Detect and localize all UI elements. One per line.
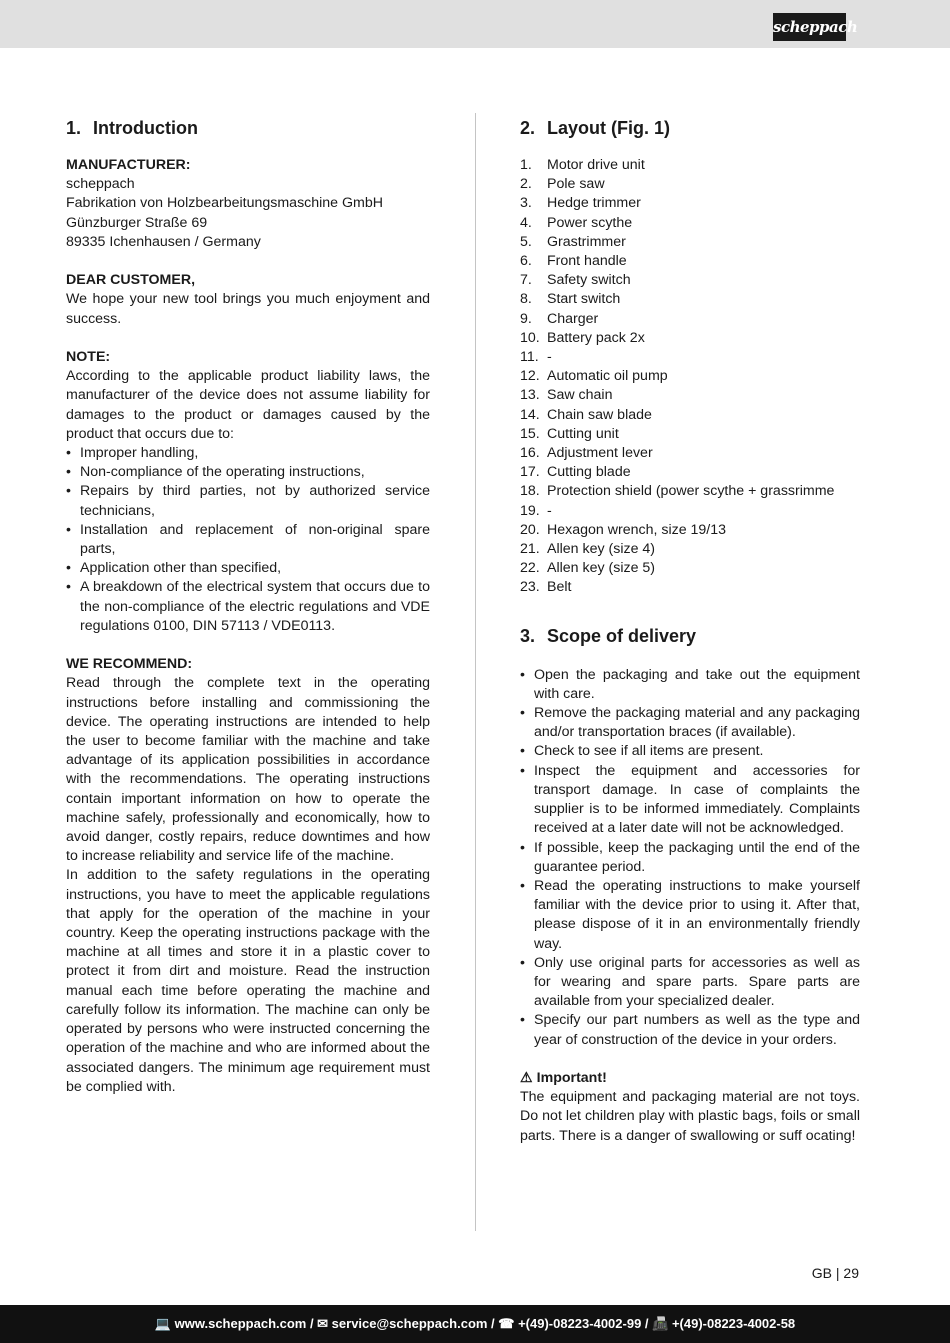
manufacturer-label: MANUFACTURER:	[66, 157, 191, 173]
item-label: Automatic oil pump	[547, 368, 668, 385]
layout-item	[520, 233, 860, 252]
layout-item	[520, 367, 860, 386]
item-label: Protection shield (power scythe + grassrimme	[547, 483, 835, 500]
item-label: Start switch	[547, 291, 621, 308]
layout-item	[520, 521, 860, 540]
item-number: 17.	[520, 464, 540, 481]
layout-item	[520, 310, 860, 329]
important-heading: ⚠ Important!	[520, 1069, 607, 1086]
item-label: Saw chain	[547, 387, 613, 404]
footer-contact-bar: 💻 www.scheppach.com / ✉ service@scheppach.com / ☎ +(49)-08223-4002-99 / 📠 +(49)-08223-4002-58	[0, 1305, 950, 1343]
layout-item	[520, 502, 860, 521]
layout-item	[520, 194, 860, 213]
item-label: Hedge trimmer	[547, 195, 641, 212]
item-label: Adjustment lever	[547, 445, 653, 462]
item-label: Chain saw blade	[547, 406, 652, 423]
layout-column	[520, 118, 860, 1146]
layout-item	[520, 559, 860, 578]
item-label: -	[547, 349, 552, 366]
layout-item	[520, 540, 860, 559]
list-item: • Check to see if all items are present.	[520, 742, 860, 761]
item-label: Safety switch	[547, 272, 631, 289]
item-label: Belt	[547, 579, 572, 596]
recommend-paragraph: Read through the complete text in the operating instructions before installing and commissioning the device. The operating instructions are intended to help the user to become familiar with the machine and take advantage of its application possibilities in accordance with the recommendations. The operating instructions contain important information on how to operate the machine safely, professionally and economically, how to avoid danger, costly repairs, reduce downtimes and how to increase reliability and service life of the machine.	[66, 675, 430, 865]
address-line: scheppach	[66, 176, 135, 193]
item-number: 18.	[520, 483, 540, 500]
scope-list	[520, 666, 860, 1050]
item-label: Charger	[547, 310, 599, 327]
layout-item	[520, 463, 860, 482]
item-label: Power scythe	[547, 214, 633, 231]
introduction-column	[66, 118, 430, 1097]
item-number: 3.	[520, 195, 532, 212]
address-line: Günzburger Straße 69	[66, 214, 208, 231]
list-item: • Non-compliance of the operating instructions,	[66, 463, 430, 482]
important-text: The equipment and packaging material are not toys. Do not let children play with plastic bags, foils or small parts. There is a danger of swallowing or suff ocating!	[520, 1089, 860, 1144]
item-number: 11.	[520, 349, 539, 366]
list-item: • A breakdown of the electrical system that occurs due to the non-compliance of the electric regulations and VDE regulations 0100, DIN 57113 / VDE0113.	[66, 578, 430, 636]
layout-item	[520, 175, 860, 194]
layout-item	[520, 329, 860, 348]
item-label: Grastrimmer	[547, 233, 626, 250]
customer-label: DEAR CUSTOMER,	[66, 272, 196, 289]
list-item: • If possible, keep the packaging until the end of the guarantee period.	[520, 839, 860, 877]
layout-item	[520, 386, 860, 405]
item-label: Cutting unit	[547, 425, 619, 442]
item-number: 12.	[520, 368, 540, 385]
item-number: 10.	[520, 329, 540, 346]
item-number: 14.	[520, 406, 540, 423]
item-number: 9.	[520, 310, 532, 327]
item-label: Allen key (size 5)	[547, 560, 656, 577]
layout-item	[520, 252, 860, 271]
layout-item	[520, 271, 860, 290]
liability-list	[66, 444, 430, 636]
item-label: Allen key (size 4)	[547, 541, 656, 558]
list-item: • Repairs by third parties, not by authorized service technicians,	[66, 482, 430, 520]
item-label: Front handle	[547, 253, 627, 270]
item-label: Pole saw	[547, 176, 605, 193]
list-item: • Remove the packaging material and any packaging and/or transportation braces (if available).	[520, 704, 860, 742]
item-number: 13.	[520, 387, 540, 404]
item-number: 8.	[520, 291, 532, 308]
layout-item	[520, 444, 860, 463]
item-number: 21.	[520, 541, 540, 558]
recommend-label: WE RECOMMEND:	[66, 656, 193, 673]
layout-item	[520, 214, 860, 233]
brand-logo: scheppach	[773, 13, 846, 41]
list-item: • Inspect the equipment and accessories for transport damage. In case of complaints the supplier is to be informed immediately. Complaints received at a later date will not be acknowledged.	[520, 762, 860, 839]
item-label: Battery pack 2x	[547, 329, 645, 346]
customer-text: We hope your new tool brings you much enjoyment and success.	[66, 291, 430, 327]
header-bar	[0, 0, 950, 48]
item-number: 22.	[520, 560, 540, 577]
item-label: Hexagon wrench, size 19/13	[547, 521, 727, 538]
item-number: 2.	[520, 176, 532, 193]
list-item: • Open the packaging and take out the equipment with care.	[520, 666, 860, 704]
list-item: • Only use original parts for accessories as well as for wearing and spare parts. Spare parts are available from your specialized dealer.	[520, 954, 860, 1012]
layout-item	[520, 425, 860, 444]
layout-item	[520, 290, 860, 309]
item-label: Motor drive unit	[547, 157, 645, 173]
section-title-introduction: 1. Introduction	[66, 118, 198, 138]
list-item: • Read the operating instructions to make yourself familiar with the device prior to using it. After that, please dispose of it in an environmentally friendly way.	[520, 877, 860, 954]
scope-section	[520, 626, 860, 1146]
column-divider	[475, 113, 476, 1231]
item-number: 7.	[520, 272, 532, 289]
item-number: 19.	[520, 502, 540, 519]
manufacturer-address	[66, 175, 430, 252]
item-number: 4.	[520, 214, 532, 231]
address-line: Fabrikation von Holzbearbeitungsmaschine GmbH	[66, 195, 384, 212]
item-number: 1.	[520, 157, 532, 173]
layout-item	[520, 406, 860, 425]
item-number: 23.	[520, 579, 540, 596]
layout-item	[520, 482, 860, 501]
recommend-paragraph: In addition to the safety regulations in the operating instructions, you have to meet the applicable regulations that apply for the operation of the machine in your country. Keep the operating instructions package with the machine at all times and store it in a plastic cover to protect it from dirt and moisture. Read the instruction manual each time before operating the machine and carefully follow its information. The machine can only be operated by persons who were instructed concerning the operation of the machine and who are informed about the associated dangers. The minimum age requirement must be complied with.	[66, 867, 430, 1095]
list-item: • Specify our part numbers as well as the type and year of construction of the device in your orders.	[520, 1011, 860, 1049]
note-label: NOTE:	[66, 349, 111, 365]
item-number: 20.	[520, 521, 540, 538]
item-label: Cutting blade	[547, 464, 631, 481]
list-item: • Installation and replacement of non-original spare parts,	[66, 521, 430, 559]
list-item: • Application other than specified,	[66, 559, 430, 578]
item-label: -	[547, 502, 552, 519]
section-title-scope: 3. Scope of delivery	[520, 625, 697, 646]
item-number: 6.	[520, 253, 532, 270]
layout-item	[520, 578, 860, 597]
address-line: 89335 Ichenhausen / Germany	[66, 233, 261, 250]
layout-item	[520, 348, 860, 367]
section-title-layout: 2. Layout (Fig. 1)	[520, 118, 670, 138]
item-number: 5.	[520, 233, 532, 250]
item-number: 15.	[520, 425, 540, 442]
layout-parts-list	[520, 156, 860, 598]
note-text: According to the applicable product liability laws, the manufacturer of the device does not assume liability for damages to the product or damages caused by the product that occurs due to:	[66, 368, 430, 442]
list-item: • Improper handling,	[66, 444, 430, 463]
item-number: 16.	[520, 445, 540, 462]
page-number: GB | 29	[811, 1265, 859, 1281]
layout-item	[520, 156, 860, 175]
